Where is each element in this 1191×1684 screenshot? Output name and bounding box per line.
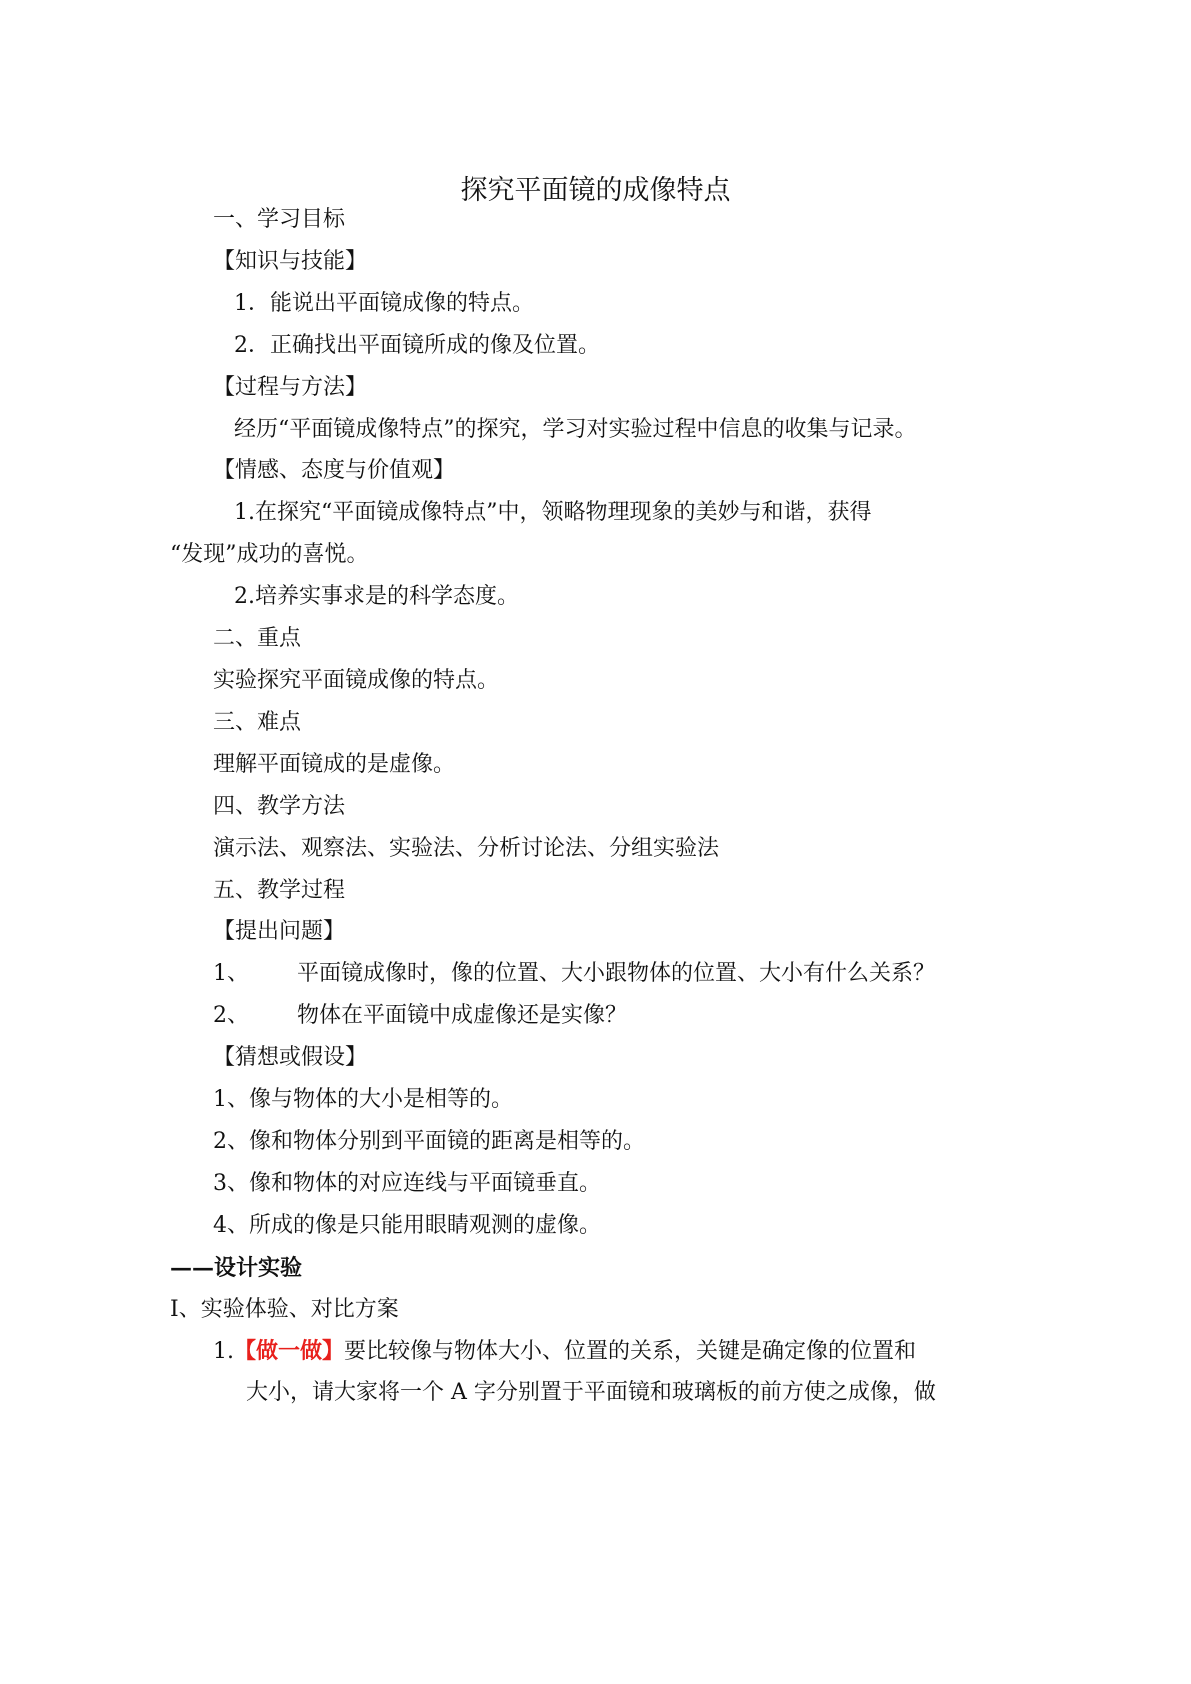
do-it-text-continued: 大小，请大家将一个 A 字分别置于平面镜和玻璃板的前方使之成像，做 — [246, 1380, 936, 1405]
heading-emotion-values: 【情感、态度与价值观】 — [213, 458, 456, 483]
do-it-text: 要比较像与物体大小、位置的关系，关键是确定像的位置和 — [344, 1339, 917, 1364]
process-text: 经历“平面镜成像特点”的探究，学习对实验过程中信息的收集与记录。 — [234, 417, 917, 442]
question-number: 1、 — [213, 961, 249, 986]
heading-knowledge-skills: 【知识与技能】 — [213, 249, 368, 274]
emotion-item-1-continued: “发现”成功的喜悦。 — [170, 542, 369, 567]
heading-experiment-comparison: Ⅰ、实验体验、对比方案 — [170, 1297, 399, 1322]
goal-item-2: 2．正确找出平面镜所成的像及位置。 — [234, 333, 600, 358]
heading-difficulties: 三、难点 — [213, 710, 302, 735]
heading-hypothesis: 【猜想或假设】 — [213, 1045, 368, 1070]
question-text: 物体在平面镜中成虚像还是实像？ — [297, 1003, 628, 1028]
difficulties-text: 理解平面镜成的是虚像。 — [213, 752, 456, 777]
do-it-label: 【做一做】 — [234, 1338, 345, 1364]
heading-teaching-methods: 四、教学方法 — [213, 794, 346, 819]
page-title: 探究平面镜的成像特点 — [460, 175, 731, 206]
hypothesis-item-4: 4、所成的像是只能用眼睛观测的虚像。 — [213, 1213, 601, 1238]
question-number: 2、 — [213, 1003, 249, 1028]
question-item-2 — [213, 1002, 627, 1030]
heading-design-experiment: ——设计实验 — [170, 1255, 303, 1281]
hypothesis-item-2: 2、像和物体分别到平面镜的距离是相等的。 — [213, 1129, 645, 1154]
key-points-text: 实验探究平面镜成像的特点。 — [213, 668, 500, 693]
heading-teaching-process: 五、教学过程 — [213, 878, 346, 903]
heading-learning-goals: 一、学习目标 — [213, 207, 346, 232]
hypothesis-item-3: 3、像和物体的对应连线与平面镜垂直。 — [213, 1171, 601, 1196]
hypothesis-item-1: 1、像与物体的大小是相等的。 — [213, 1087, 513, 1112]
question-text: 平面镜成像时，像的位置、大小跟物体的位置、大小有什么关系？ — [297, 961, 936, 986]
emotion-item-2: 2.培养实事求是的科学态度。 — [234, 584, 519, 609]
heading-process-method: 【过程与方法】 — [213, 375, 368, 400]
goal-item-1: 1．能说出平面镜成像的特点。 — [234, 291, 534, 316]
heading-raise-questions: 【提出问题】 — [213, 919, 346, 944]
heading-key-points: 二、重点 — [213, 626, 302, 651]
teaching-methods-text: 演示法、观察法、实验法、分析讨论法、分组实验法 — [213, 836, 720, 861]
item-number: 1. — [213, 1339, 234, 1364]
question-item-1 — [213, 960, 935, 988]
do-it-item — [213, 1337, 916, 1366]
emotion-item-1: 1.在探究“平面镜成像特点”中，领略物理现象的美妙与和谐，获得 — [234, 500, 872, 525]
